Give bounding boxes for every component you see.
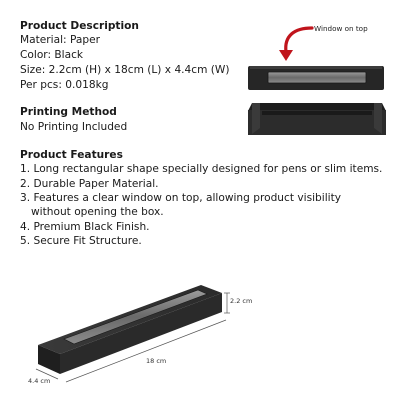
feature-item-3: 3. Features a clear window on top, allowing product visibility bbox=[20, 192, 342, 204]
feature-item-2: 2. Durable Paper Material. bbox=[20, 178, 159, 190]
closed-box-image bbox=[248, 66, 384, 90]
product-features-heading: Product Features bbox=[20, 149, 123, 161]
printing-method-value: No Printing Included bbox=[20, 121, 128, 133]
feature-item-3-continued: without opening the box. bbox=[31, 206, 164, 218]
feature-item-1: 1. Long rectangular shape specially designed for pens or slim items. bbox=[20, 163, 383, 175]
dimension-box-image bbox=[38, 285, 222, 374]
arrow-pointer-icon bbox=[279, 28, 312, 61]
printing-method-heading: Printing Method bbox=[20, 106, 117, 118]
feature-item-5: 5. Secure Fit Structure. bbox=[20, 235, 142, 247]
product-description-heading: Product Description bbox=[20, 20, 139, 32]
color-text: Color: Black bbox=[20, 49, 84, 61]
weight-text: Per pcs: 0.018kg bbox=[20, 79, 109, 91]
feature-item-4: 4. Premium Black Finish. bbox=[20, 221, 150, 233]
size-text: Size: 2.2cm (H) x 18cm (L) x 4.4cm (W) bbox=[20, 64, 230, 76]
open-tray-image bbox=[248, 103, 386, 135]
dimension-width-label: 4.4 cm bbox=[28, 377, 51, 385]
dimension-height-label: 2.2 cm bbox=[230, 297, 253, 305]
material-text: Material: Paper bbox=[20, 34, 100, 46]
dimension-length-label: 18 cm bbox=[146, 357, 167, 365]
window-on-top-label: Window on top bbox=[314, 24, 368, 33]
